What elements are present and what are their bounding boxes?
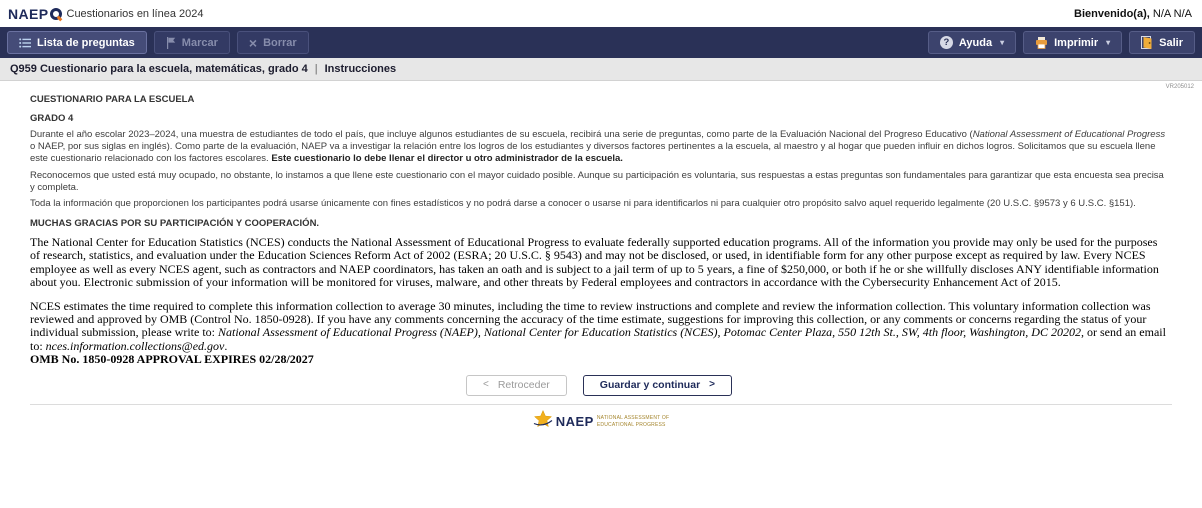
welcome-username: N/A N/A [1152,7,1192,20]
exit-label: Salir [1159,36,1183,49]
thanks-heading: MUCHAS GRACIAS POR SU PARTICIPACIÓN Y COOPERACIÓN. [30,218,320,230]
chevron-left-icon: < [483,379,489,391]
breadcrumb [0,58,1202,81]
breadcrumb-separator: | [314,63,318,75]
back-button[interactable] [466,375,567,396]
intro-text-middle: o NAEP, por sus siglas en inglés). Como parte de la evaluación, NAEP va a investigar la relación entre los logros de los estudiantes y diversos factores pertinentes a la escuela, al maestro y al hogar que pueden influir en dichos logros. Solicitamos que su escuela llene este cuestionario relacionado con los factores escolares. [30,140,1156,164]
main-toolbar [0,27,1202,58]
grade-heading: GRADO 4 [30,113,74,124]
omb-text-end: . [224,338,228,353]
flag-icon [166,37,176,49]
omb-paragraph [30,300,1168,366]
mark-label: Marcar [181,36,218,49]
naep-address: National Assessment of Educational Progress (NAEP), National Center for Education Statistics (NCES), Potomac Center Plaza, 550 12th St., SW, 4th floor, Washington, DC 20202, [217,325,1084,340]
chevron-down-icon: ▾ [1106,38,1111,47]
help-icon: ? [940,36,953,49]
save-continue-label: Guardar y continuar [599,379,701,392]
chevron-down-icon: ▾ [1000,38,1005,47]
help-label: Ayuda [958,36,993,49]
naep-logo-q-icon [50,8,62,20]
mark-button[interactable] [154,31,230,54]
naep-logo-text: NAEP [8,5,49,22]
list-icon [19,38,31,48]
question-list-button[interactable] [7,31,147,54]
save-continue-button[interactable] [583,375,732,396]
naep-footer-logo [533,410,670,434]
nces-email: nces.information.collections@ed.gov [45,338,225,353]
school-questionnaire-heading: CUESTIONARIO PARA LA ESCUELA [30,94,195,105]
top-header [0,0,1202,27]
x-icon: × [248,34,258,51]
confidentiality-paragraph: Toda la información que proporcionen los participantes podrá usarse únicamente con fines estadísticos y no podrá darse a conocer o usarse ni para identificarlos ni para cualquier otro propósito salvo aquel requerido legalmente (20 U.S.C. §9573 y 6 U.S.C. §151). [30,198,1136,210]
exit-button[interactable] [1129,31,1195,54]
omb-text-start: NCES estimates the time required to complete this information collection to average 30 minutes, including the time to review instructions and complete and review the information collection. This voluntary information collection was reviewed and approved by OMB (Control No. 1850-0928). If you have any comments concerning the accuracy of the time estimate, suggestions for improving this collection, or any comments or concerns regarding the status of your individual submission, please write to: [30,299,1151,340]
questionnaire-title: Q959 Cuestionario para la escuela, matemáticas, grado 4 [10,63,308,75]
omb-text-middle: or send an email to: [30,325,1166,353]
navigation-buttons [30,375,1168,396]
back-label: Retroceder [497,379,550,392]
app-title: Cuestionarios en línea 2024 [66,7,204,20]
footer-tagline-line2: EDUCATIONAL PROGRESS [596,421,666,428]
naep-english-name: National Assessment of Educational Progress [972,129,1166,140]
naep-logo [8,6,203,22]
exit-door-icon [1141,36,1153,49]
help-button[interactable] [928,31,1016,54]
voluntary-paragraph: Reconocemos que usted está muy ocupado, no obstante, lo instamos a que llene este cuestionario con el mayor cuidado posible. Aunque su participación es voluntaria, sus respuestas a estas preguntas son fundamentales para garantizar que esta encuesta sea precisa y completa. [30,169,1164,193]
clear-label: Borrar [263,36,297,49]
principal-instruction-text: Este cuestionario lo debe llenar el director u otro administrador de la escuela. [271,152,623,164]
question-list-label: Lista de preguntas [37,36,135,49]
intro-text-start: Durante el año escolar 2023–2024, una muestra de estudiantes de todo el país, que incluye algunos estudiantes de su escuela, recibirá una serie de preguntas, como parte de la Evaluación Nacional del Progreso Educativo ( [30,129,973,140]
footer-tagline-line1: NATIONAL ASSESSMENT OF [596,415,670,422]
nces-legal-paragraph: The National Center for Education Statistics (NCES) conducts the National Assessment of Educational Progress to evaluate federally supported education programs. All of the information you provide may only be used for the purposes of research, statistics, and evaluation under the Education Sciences Reform Act of 2002 (ESRA; 20 U.S.C. § 9543) and may not be disclosed, or used, in identifiable form for any other purpose except as required by law. Every NCES employee as well as every NCES agent, such as contractors and NAEP coordinators, has taken an oath and is subject to a jail term of up to 5 years, a fine of $250,000, or both if he or she willfully discloses ANY identifiable information about you. Electronic submission of your information will be monitored for viruses, malware, and other threats by Federal employees and contractors in accordance with the Cybersecurity Enhancement Act of 2015. [30,235,1159,289]
intro-paragraph [30,129,1168,165]
footer-tagline [597,415,669,428]
clear-button[interactable] [237,31,309,54]
printer-icon [1035,37,1048,49]
toolbar-right-group [928,31,1195,54]
welcome-text [1074,8,1192,20]
footer-naep-text: NAEP [555,414,594,430]
omb-approval-line: OMB No. 1850-0928 APPROVAL EXPIRES 02/28/2027 [30,351,314,366]
print-button[interactable] [1023,31,1122,54]
breadcrumb-section: Instrucciones [324,63,397,75]
footer [30,404,1172,434]
welcome-label: Bienvenido(a), [1074,7,1150,20]
star-icon [533,410,553,434]
main-content [0,81,1202,396]
print-label: Imprimir [1054,36,1099,49]
chevron-right-icon: > [709,379,715,391]
toolbar-left-group [7,31,309,54]
form-code: VR205012 [1165,84,1194,90]
